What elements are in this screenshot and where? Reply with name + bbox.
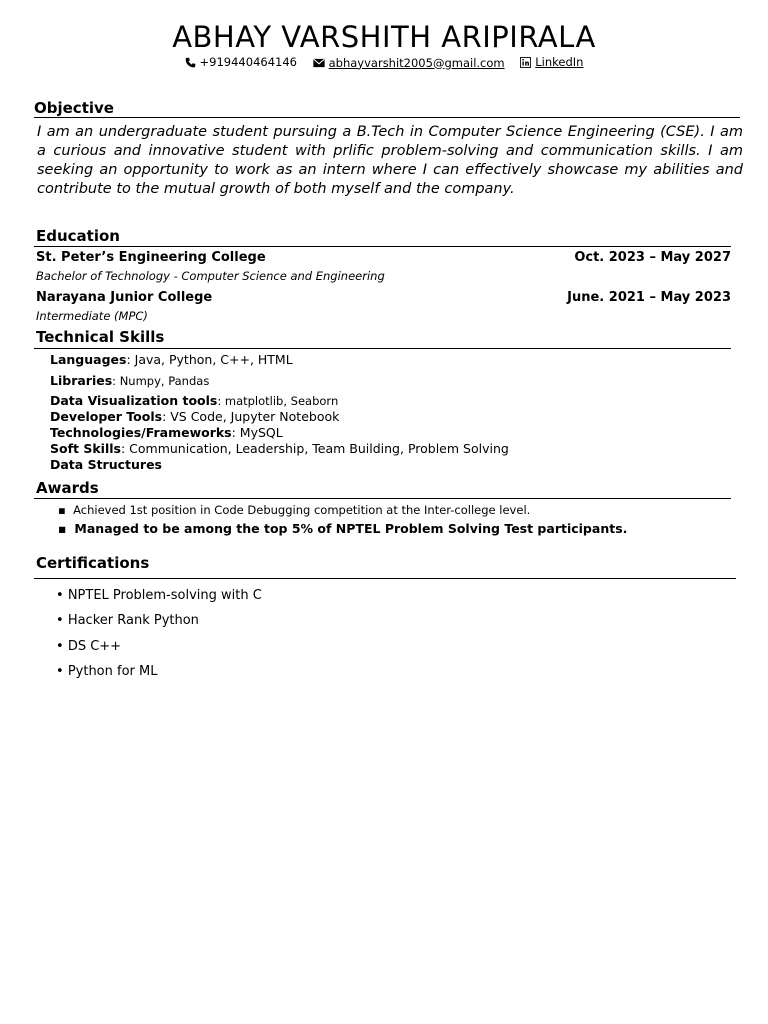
skill-value: : Communication, Leadership, Team Building, Problem Solving [120,441,509,456]
skill-label: Soft Skills [50,441,121,456]
phone-contact[interactable] [185,55,297,69]
linkedin-link[interactable]: LinkedIn [535,55,584,69]
skill-value: : matplotlib, Seaborn [217,394,339,408]
skill-label: Technologies/Frameworks [50,425,232,440]
phone-number: +919440464146 [199,55,297,69]
skill-row [50,425,283,440]
bullet-icon: • [56,588,68,603]
education-heading: Education [36,227,120,245]
skill-row [50,441,509,456]
resume-name: ABHAY VARSHITH ARIPIRALA [172,20,596,54]
certification-item [56,639,121,654]
certification-text: DS C++ [67,639,122,654]
linkedin-icon [520,57,531,68]
certification-item [56,664,157,679]
skill-label: Data Structures [50,457,162,472]
contact-line [0,55,768,71]
school-dates: June. 2021 – May 2023 [567,290,731,305]
objective-heading: Objective [34,99,114,117]
award-item [58,503,530,517]
skill-row [50,352,293,367]
objective-text: I am an undergraduate student pursuing a B.Tech in Computer Science Engineering (CSE). I am a curious and innovative student with prlific problem-solving and communication skills. I am seeking an opportunity to work as an intern where I can effectively showcase my abilities and contribute to the mutual growth of both myself and the company. [37,124,743,197]
email-link[interactable]: abhayvarshit2005@gmail.com [328,55,505,70]
certifications-heading: Certifications [36,554,150,572]
certifications-divider [34,578,736,579]
skill-label: Languages [50,352,127,367]
skills-divider [34,348,731,349]
objective-divider [34,117,740,118]
skill-label: Libraries [50,373,113,388]
skill-label: Data Visualization tools [50,393,218,408]
phone-icon [185,57,196,68]
skill-row [50,457,162,472]
certification-text: NPTEL Problem-solving with C [67,588,262,603]
skill-value: : Java, Python, C++, HTML [126,352,293,367]
bullet-icon: • [56,639,68,654]
education-divider [34,246,731,247]
award-item [58,521,627,536]
school-name: St. Peter’s Engineering College [36,250,266,265]
school-name: Narayana Junior College [36,290,213,305]
school-dates: Oct. 2023 – May 2027 [574,250,731,265]
skill-label: Developer Tools [50,409,163,424]
skill-value: : Numpy, Pandas [112,374,210,388]
certification-item [56,613,199,628]
skills-heading: Technical Skills [36,328,165,346]
bullet-icon: • [56,664,68,679]
certification-text: Python for ML [67,664,158,679]
award-text: Managed to be among the top 5% of NPTEL Problem Solving Test participants. [74,521,628,536]
bullet-icon: ▪ [58,521,75,536]
award-text: Achieved 1st position in Code Debugging competition at the Inter-college level. [73,503,531,517]
skill-row [50,409,339,424]
skill-row [50,393,338,408]
school-degree: Intermediate (MPC) [36,309,148,323]
email-contact[interactable] [313,56,505,70]
bullet-icon: • [56,613,68,628]
awards-heading: Awards [36,479,99,497]
bullet-icon: ▪ [58,503,74,517]
envelope-icon [313,58,325,68]
awards-divider [34,498,731,499]
skill-row [50,373,209,388]
certification-item [56,588,262,603]
linkedin-contact[interactable] [520,55,583,69]
school-degree: Bachelor of Technology - Computer Science and Engineering [36,269,385,283]
skill-value: : VS Code, Jupyter Notebook [162,409,340,424]
skill-value: : MySQL [231,425,283,440]
certification-text: Hacker Rank Python [67,613,199,628]
